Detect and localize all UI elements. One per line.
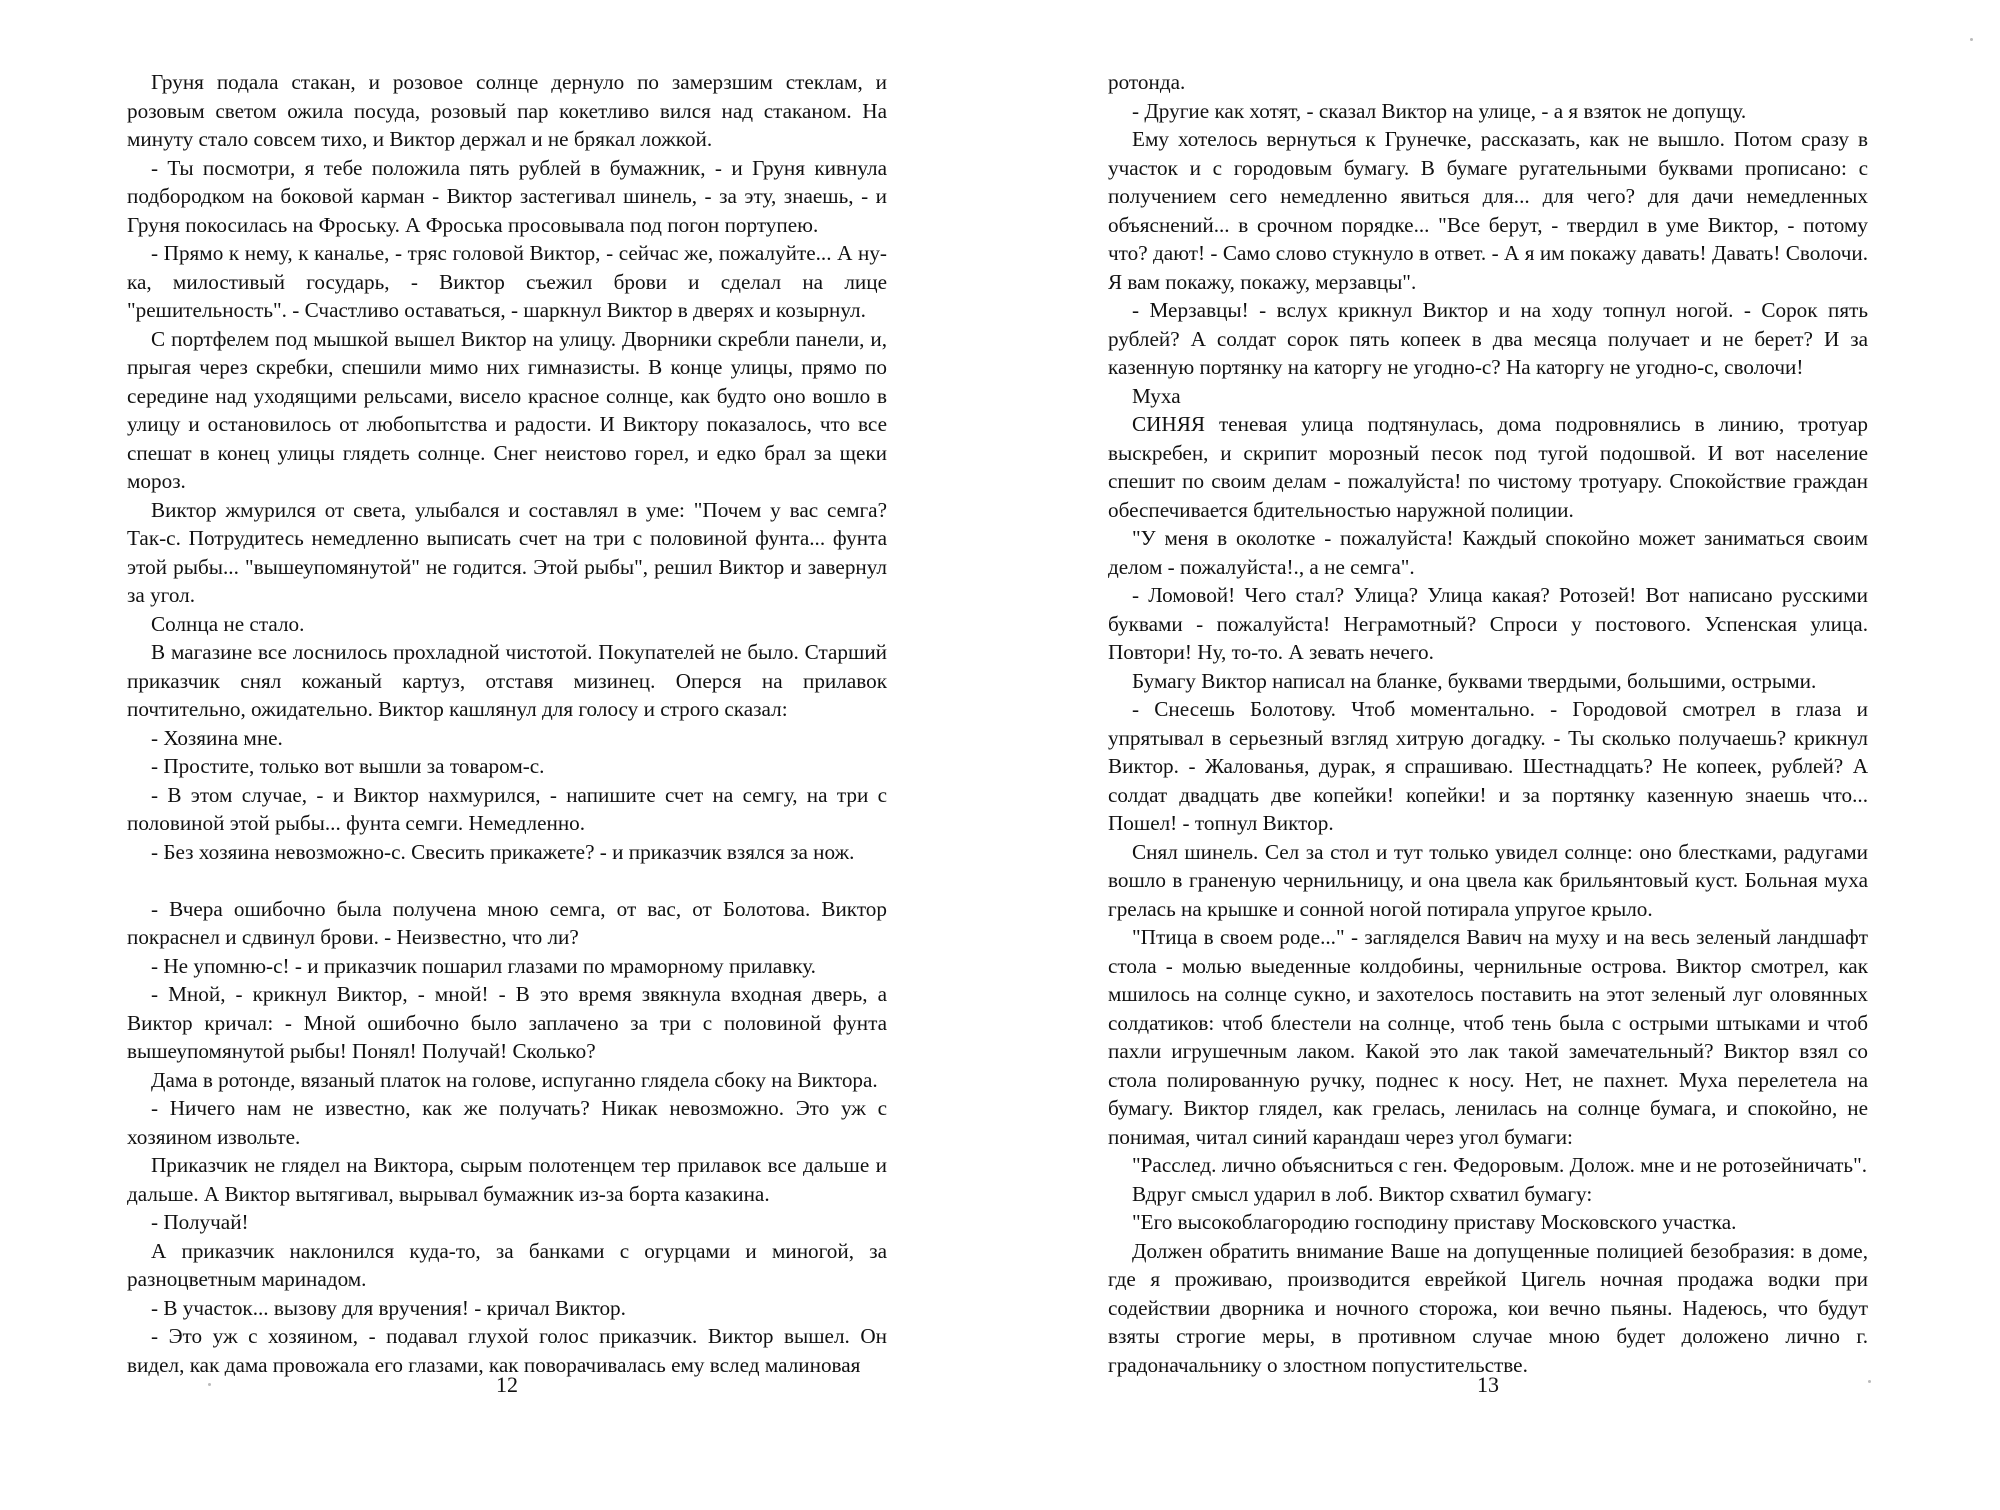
paragraph: - Хозяина мне.	[151, 725, 283, 750]
paragraph: СИНЯЯ теневая улица подтянулась, дома подровнялись в линию, тротуар выскребен, и скрипит морозный песок под тугой подошвой. И вот население спешит по своим делам - пожалуйста! по чистому тротуару. Спокойствие граждан обеспечивается бдительностью наружной полиции.	[1108, 412, 1868, 522]
paragraph: Приказчик не глядел на Виктора, сырым полотенцем тер прилавок все дальше и дальше. А Виктор вытягивал, вырывал бумажник из-за борта казакина.	[127, 1153, 887, 1206]
scan-speck	[208, 1383, 211, 1386]
paragraph: Виктор жмурился от света, улыбался и составлял в уме: "Почем у вас семга? Так-с. Потрудитесь немедленно выписать счет на три с половиной фунта... фунта этой рыбы... "вышеупомянутой" не годится. Этой рыбы", решил Виктор и завернул за угол.	[127, 497, 887, 607]
paragraph: Солнца не стало.	[151, 611, 305, 636]
paragraph: - В участок... вызову для вручения! - кричал Виктор.	[151, 1295, 626, 1320]
paragraph: Дама в ротонде, вязаный платок на голове, испуганно глядела сбоку на Виктора.	[151, 1067, 878, 1092]
paragraph: - Мерзавцы! - вслух крикнул Виктор и на ходу топнул ногой. - Сорок пять рублей? А солдат сорок пять копеек в два месяца получает и не берет? И за казенную портянку на каторгу не угодно-с? На каторгу не угодно-с, сволочи!	[1108, 298, 1868, 379]
paragraph: - Простите, только вот вышли за товаром-с.	[151, 754, 545, 778]
paragraph: - Ломовой! Чего стал? Улица? Улица какая? Ротозей! Вот написано русскими буквами - пожалуйста! Неграмотный? Спроси у постового. Успенская улица. Повтори! Ну, то-то. А зевать нечего.	[1108, 583, 1868, 664]
paragraph: ротонда.	[1108, 70, 1186, 94]
paragraph: Вдруг смысл ударил в лоб. Виктор схватил бумагу:	[1132, 1181, 1593, 1206]
scan-speck	[1970, 38, 1973, 41]
paragraph: - В этом случае, - и Виктор нахмурился, - напишите счет на семгу, на три с половиной этой рыбы... фунта семги. Немедленно.	[127, 782, 887, 835]
paragraph: Ему хотелось вернуться к Грунечке, рассказать, как не вышло. Потом сразу в участок и с городовым бумагу. В бумаге ругательными буквами прописано: с получением сего немедленно явиться для... для чего? для дачи немедленных объяснений... в срочном порядке... "Все берут, - твердил в уме Виктор, - потому что? дают! - Само слово стукнуло в ответ. - А я им покажу давать! Давать! Сволочи. Я вам покажу, покажу, мерзавцы".	[1108, 127, 1868, 294]
page-number-right: 13	[1477, 1372, 1499, 1397]
paragraph: "У меня в околотке - пожалуйста! Каждый спокойно может заниматься своим делом - пожалуйста!., а не семга".	[1108, 526, 1868, 579]
paragraph: А приказчик наклонился куда-то, за банками с огурцами и миногой, за разноцветным маринадом.	[127, 1238, 887, 1291]
right-page-text	[1108, 68, 1868, 1379]
paragraph: Должен обратить внимание Ваше на допущенные полицией безобразия: в доме, где я проживаю, производится еврейкой Цигель ночная продажа водки при содействии дворника и ночного сторожа, кои вечно пьяны. Надеюсь, что будут взяты строгие меры, в противном случае мною будет доложено лично г. градоначальнику о злостном попустительстве.	[1108, 1238, 1868, 1377]
paragraph: - Мной, - крикнул Виктор, - мной! - В это время звякнула входная дверь, а Виктор кричал: - Мной ошибочно было заплачено за три с половиной фунта вышеупомянутой рыбы! Понял! Получай! Сколько?	[127, 982, 887, 1063]
paragraph: "Его высокоблагородию господину приставу Московского участка.	[1132, 1210, 1737, 1234]
paragraph: - Это уж с хозяином, - подавал глухой голос приказчик. Виктор вышел. Он видел, как дама провожала его глазами, как поворачивалась ему вслед малиновая	[127, 1324, 887, 1377]
paragraph: - Получай!	[151, 1210, 249, 1234]
paragraph: - Снесешь Болотову. Чтоб моментально. - Городовой смотрел в глаза и упрятывал в серьезный взгляд хитрую догадку. - Ты сколько получаешь? крикнул Виктор. - Жалованья, дурак, я спрашиваю. Шестнадцать? Не копеек, рублей? А солдат двадцать две копейки! копейки! и за портянку казенную знаешь что... Пошел! - топнул Виктор.	[1108, 697, 1868, 835]
page-number-left: 12	[496, 1372, 518, 1397]
paragraph: "Расслед. лично объясниться с ген. Федоровым. Долож. мне и не ротозейничать".	[1132, 1153, 1868, 1177]
paragraph: - Не упомню-с! - и приказчик пошарил глазами по мраморному прилавку.	[151, 953, 816, 978]
paragraph: Груня подала стакан, и розовое солнце дернуло по замерзшим стеклам, и розовым светом ожила посуда, розовый пар кокетливо вился над стаканом. На минуту стало совсем тихо, и Виктор держал и не брякал ложкой.	[127, 70, 887, 151]
paragraph: - Ничего нам не известно, как же получать? Никак невозможно. Это уж с хозяином извольте.	[127, 1096, 887, 1149]
paragraph: "Птица в своем роде..." - загляделся Вавич на муху и на весь зеленый ландшафт стола - молью выеденные колдобины, чернильные острова. Виктор смотрел, как мшилось на солнце сукно, и захотелось поставить на этот зеленый луг оловянных солдатиков: чтоб блестели на солнце, чтоб тень была с острыми штыками и чтоб пахли игрушечным лаком. Какой это лак такой замечательный? Виктор взял со стола полированную ручку, поднес к носу. Нет, не пахнет. Муха перелетела на бумагу. Виктор глядел, как грелась, ленилась на солнце бумага, и спокойно, не понимая, читал синий карандаш через угол бумаги:	[1108, 925, 1868, 1149]
paragraph: Бумагу Виктор написал на бланке, буквами твердыми, большими, острыми.	[1132, 668, 1817, 693]
paragraph: - Вчера ошибочно была получена мною семга, от вас, от Болотова. Виктор покраснел и сдвинул брови. - Неизвестно, что ли?	[127, 896, 887, 949]
paragraph: - Прямо к нему, к каналье, - тряс головой Виктор, - сейчас же, пожалуйте... А ну-ка, милостивый государь, - Виктор съежил брови и сделал на лице "решительность". - Счастливо оставаться, - шаркнул Виктор в дверях и козырнул.	[127, 241, 887, 322]
paragraph: С портфелем под мышкой вышел Виктор на улицу. Дворники скребли панели, и, прыгая через скребки, спешили мимо них гимназисты. В конце улицы, прямо по середине над уходящими рельсами, висело красное солнце, как будто оно вошло в улицу и остановилось от любопытства и радости. И Виктору показалось, что все спешат в конец улицы глядеть солнце. Снег неистово горел, и едко брал за щеки мороз.	[127, 326, 887, 493]
paragraph: В магазине все лоснилось прохладной чистотой. Покупателей не было. Старший приказчик снял кожаный картуз, отставя мизинец. Оперся на прилавок почтительно, ожидательно. Виктор кашлянул для голосу и строго сказал:	[127, 640, 887, 721]
chapter-title: Муха	[1132, 383, 1181, 408]
paragraph: - Другие как хотят, - сказал Виктор на улице, - а я взяток не допущу.	[1132, 98, 1747, 123]
paragraph: Снял шинель. Сел за стол и тут только увидел солнце: оно блестками, радугами вошло в граненую чернильницу, и она цвела как брильянтовый куст. Больная муха грелась на крышке и сонной ногой потирала упругое крыло.	[1108, 839, 1868, 921]
paragraph: - Ты посмотри, я тебе положила пять рублей в бумажник, - и Груня кивнула подбородком на боковой карман - Виктор застегивал шинель, - за эту, знаешь, - и Груня покосилась на Фроську. А Фроська просовывала под погон портупею.	[127, 155, 887, 237]
paragraph: - Без хозяина невозможно-с. Свесить прикажете? - и приказчик взялся за нож.	[151, 839, 855, 864]
left-page-text	[127, 68, 887, 1379]
scan-speck	[1868, 1380, 1871, 1383]
